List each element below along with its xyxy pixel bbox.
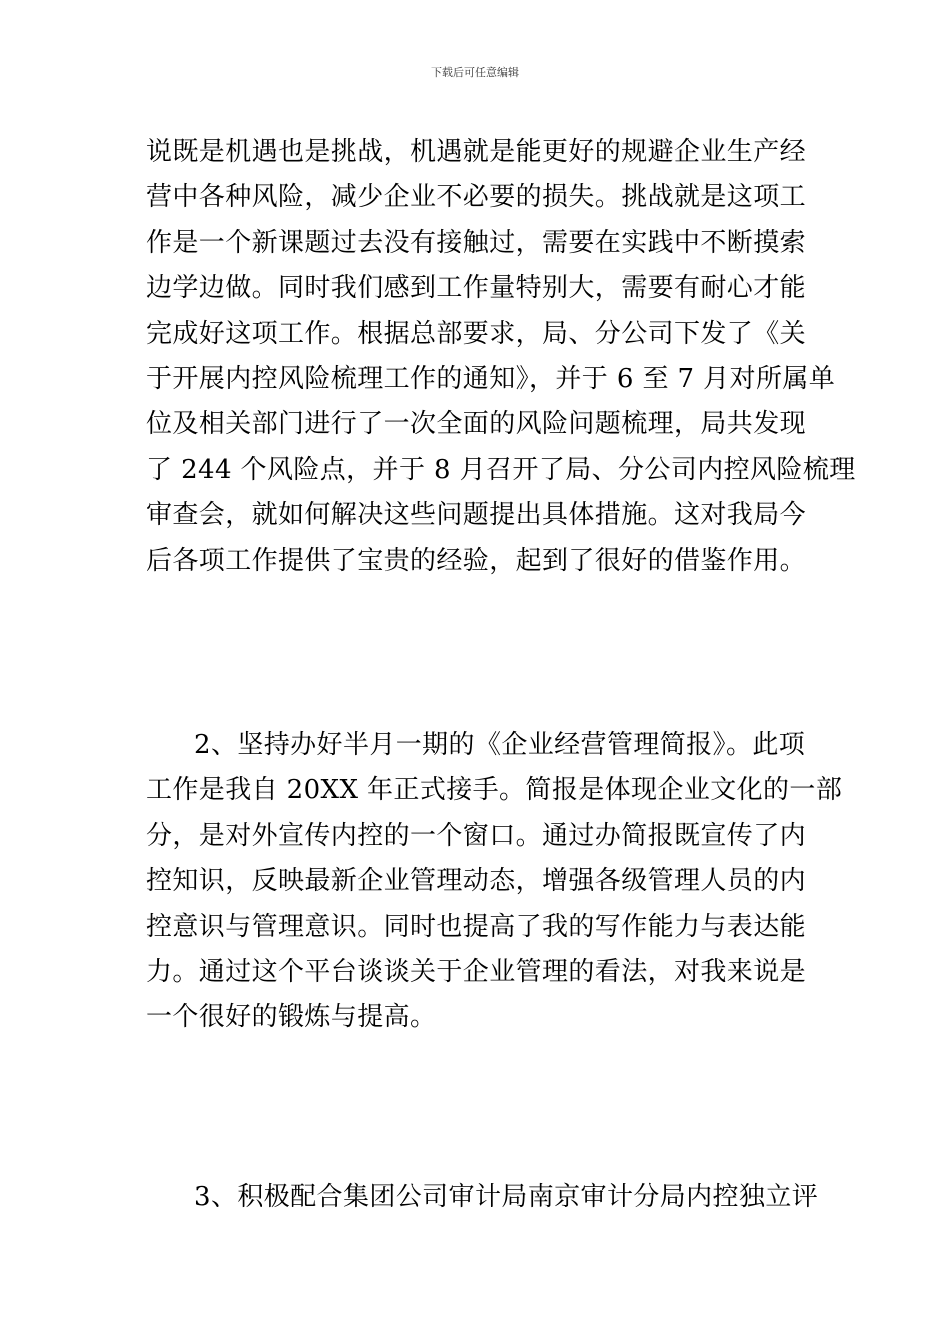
text-line: 营中各种风险，减少企业不必要的损失。挑战就是这项工 [146,182,807,213]
text-line: 作是一个新课题过去没有接触过，需要在实践中不断摸索 [146,227,807,258]
text-line: 位及相关部门进行了一次全面的风险问题梳理，局共发现 [146,409,807,440]
text-line: 3、积极配合集团公司审计局南京审计分局内控独立评 [194,1182,819,1212]
text-line: 审查会，就如何解决这些问题提出具体措施。这对我局今 [146,500,807,531]
text-line: 边学边做。同时我们感到工作量特别大，需要有耐心才能 [146,273,807,304]
text-line: 后各项工作提供了宝贵的经验，起到了很好的借鉴作用。 [146,545,807,576]
text-line: 控意识与管理意识。同时也提高了我的写作能力与表达能 [146,911,807,942]
text-line: 分，是对外宣传内控的一个窗口。通过办简报既宣传了内 [146,820,807,851]
text-line: 力。通过这个平台谈谈关于企业管理的看法，对我来说是 [146,957,807,988]
text-line: 了 244 个风险点，并于 8 月召开了局、分公司内控风险梳理 [146,454,856,485]
paragraph-2 [146,723,843,1041]
text-line: 控知识，反映最新企业管理动态，增强各级管理人员的内 [146,866,807,897]
text-line: 2、坚持办好半月一期的《企业经营管理简报》。此项 [194,730,806,760]
paragraph-3 [146,1175,819,1220]
text-line: 说既是机遇也是挑战，机遇就是能更好的规避企业生产经 [146,137,807,167]
text-line: 工作是我自 20XX 年正式接手。简报是体现企业文化的一部 [146,775,843,806]
text-line: 完成好这项工作。根据总部要求，局、分公司下发了《关 [146,318,807,349]
text-line: 一个很好的锻炼与提高。 [146,1002,437,1033]
paragraph-1 [146,130,856,584]
page-header: 下载后可任意编辑 [431,66,519,79]
text-line: 于开展内控风险梳理工作的通知》，并于 6 至 7 月对所属单 [146,364,836,395]
